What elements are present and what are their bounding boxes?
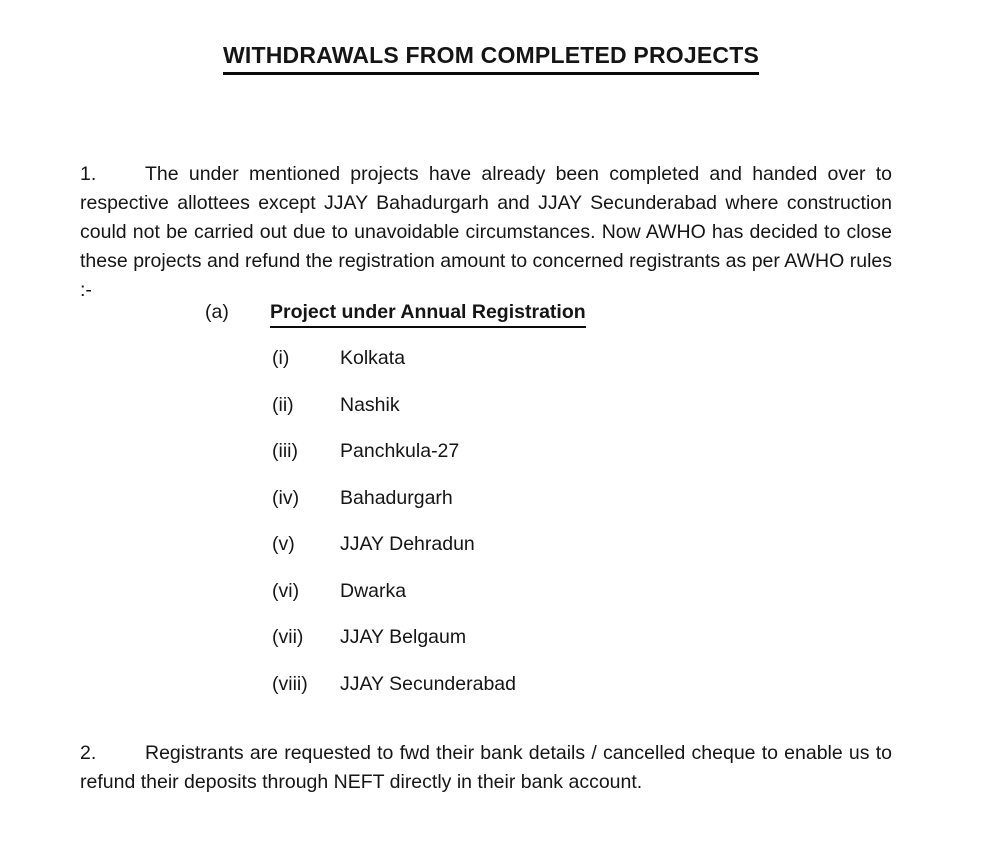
list-item-numeral: (vii) xyxy=(272,626,304,648)
list-item-name: JJAY Secunderabad xyxy=(340,672,516,695)
list-item xyxy=(272,347,516,369)
registration-project-list xyxy=(272,347,516,719)
title-container xyxy=(0,42,982,75)
section-a-label: (a) xyxy=(205,301,229,323)
paragraph-2 xyxy=(80,739,892,797)
paragraph-1-number: 1. xyxy=(80,162,97,185)
list-item xyxy=(272,394,516,416)
list-item xyxy=(272,626,516,648)
list-item-numeral: (viii) xyxy=(272,672,308,695)
paragraph-1-text: The under mentioned projects have already been completed and handed over to respective allottees except JJAY Bahadurgarh and JJAY Secunderabad where construction could not be carried out due to unavoidable circumstances. Now AWHO has decided to close these projects and refund the registration amount to concerned registrants as per AWHO rules :- xyxy=(80,162,892,301)
list-item-numeral: (v) xyxy=(272,533,295,555)
list-item-numeral: (iii) xyxy=(272,440,298,462)
paragraph-1 xyxy=(80,160,892,305)
list-item-numeral: (ii) xyxy=(272,393,294,416)
list-item-name: Dwarka xyxy=(340,579,407,602)
list-item xyxy=(272,580,516,602)
section-a xyxy=(205,300,586,328)
list-item-name: JJAY Dehradun xyxy=(340,533,475,555)
list-item xyxy=(272,487,516,509)
list-item-name: Nashik xyxy=(340,393,400,416)
page-title: WITHDRAWALS FROM COMPLETED PROJECTS xyxy=(223,42,759,75)
list-item-numeral: (vi) xyxy=(272,579,300,602)
list-item xyxy=(272,533,516,555)
list-item-name: Panchkula-27 xyxy=(340,440,460,462)
paragraph-2-text: Registrants are requested to fwd their bank details / cancelled cheque to enable us to refund their deposits through NEFT directly in their bank account. xyxy=(80,741,892,793)
list-item-numeral: (iv) xyxy=(272,486,300,509)
list-item xyxy=(272,673,516,695)
list-item-name: JJAY Belgaum xyxy=(340,626,467,648)
list-item-numeral: (i) xyxy=(272,347,290,369)
list-item-name: Kolkata xyxy=(340,347,406,369)
list-item xyxy=(272,440,516,462)
paragraph-2-number: 2. xyxy=(80,741,97,764)
list-item-name: Bahadurgarh xyxy=(340,486,453,509)
section-a-heading: Project under Annual Registration xyxy=(270,300,586,328)
